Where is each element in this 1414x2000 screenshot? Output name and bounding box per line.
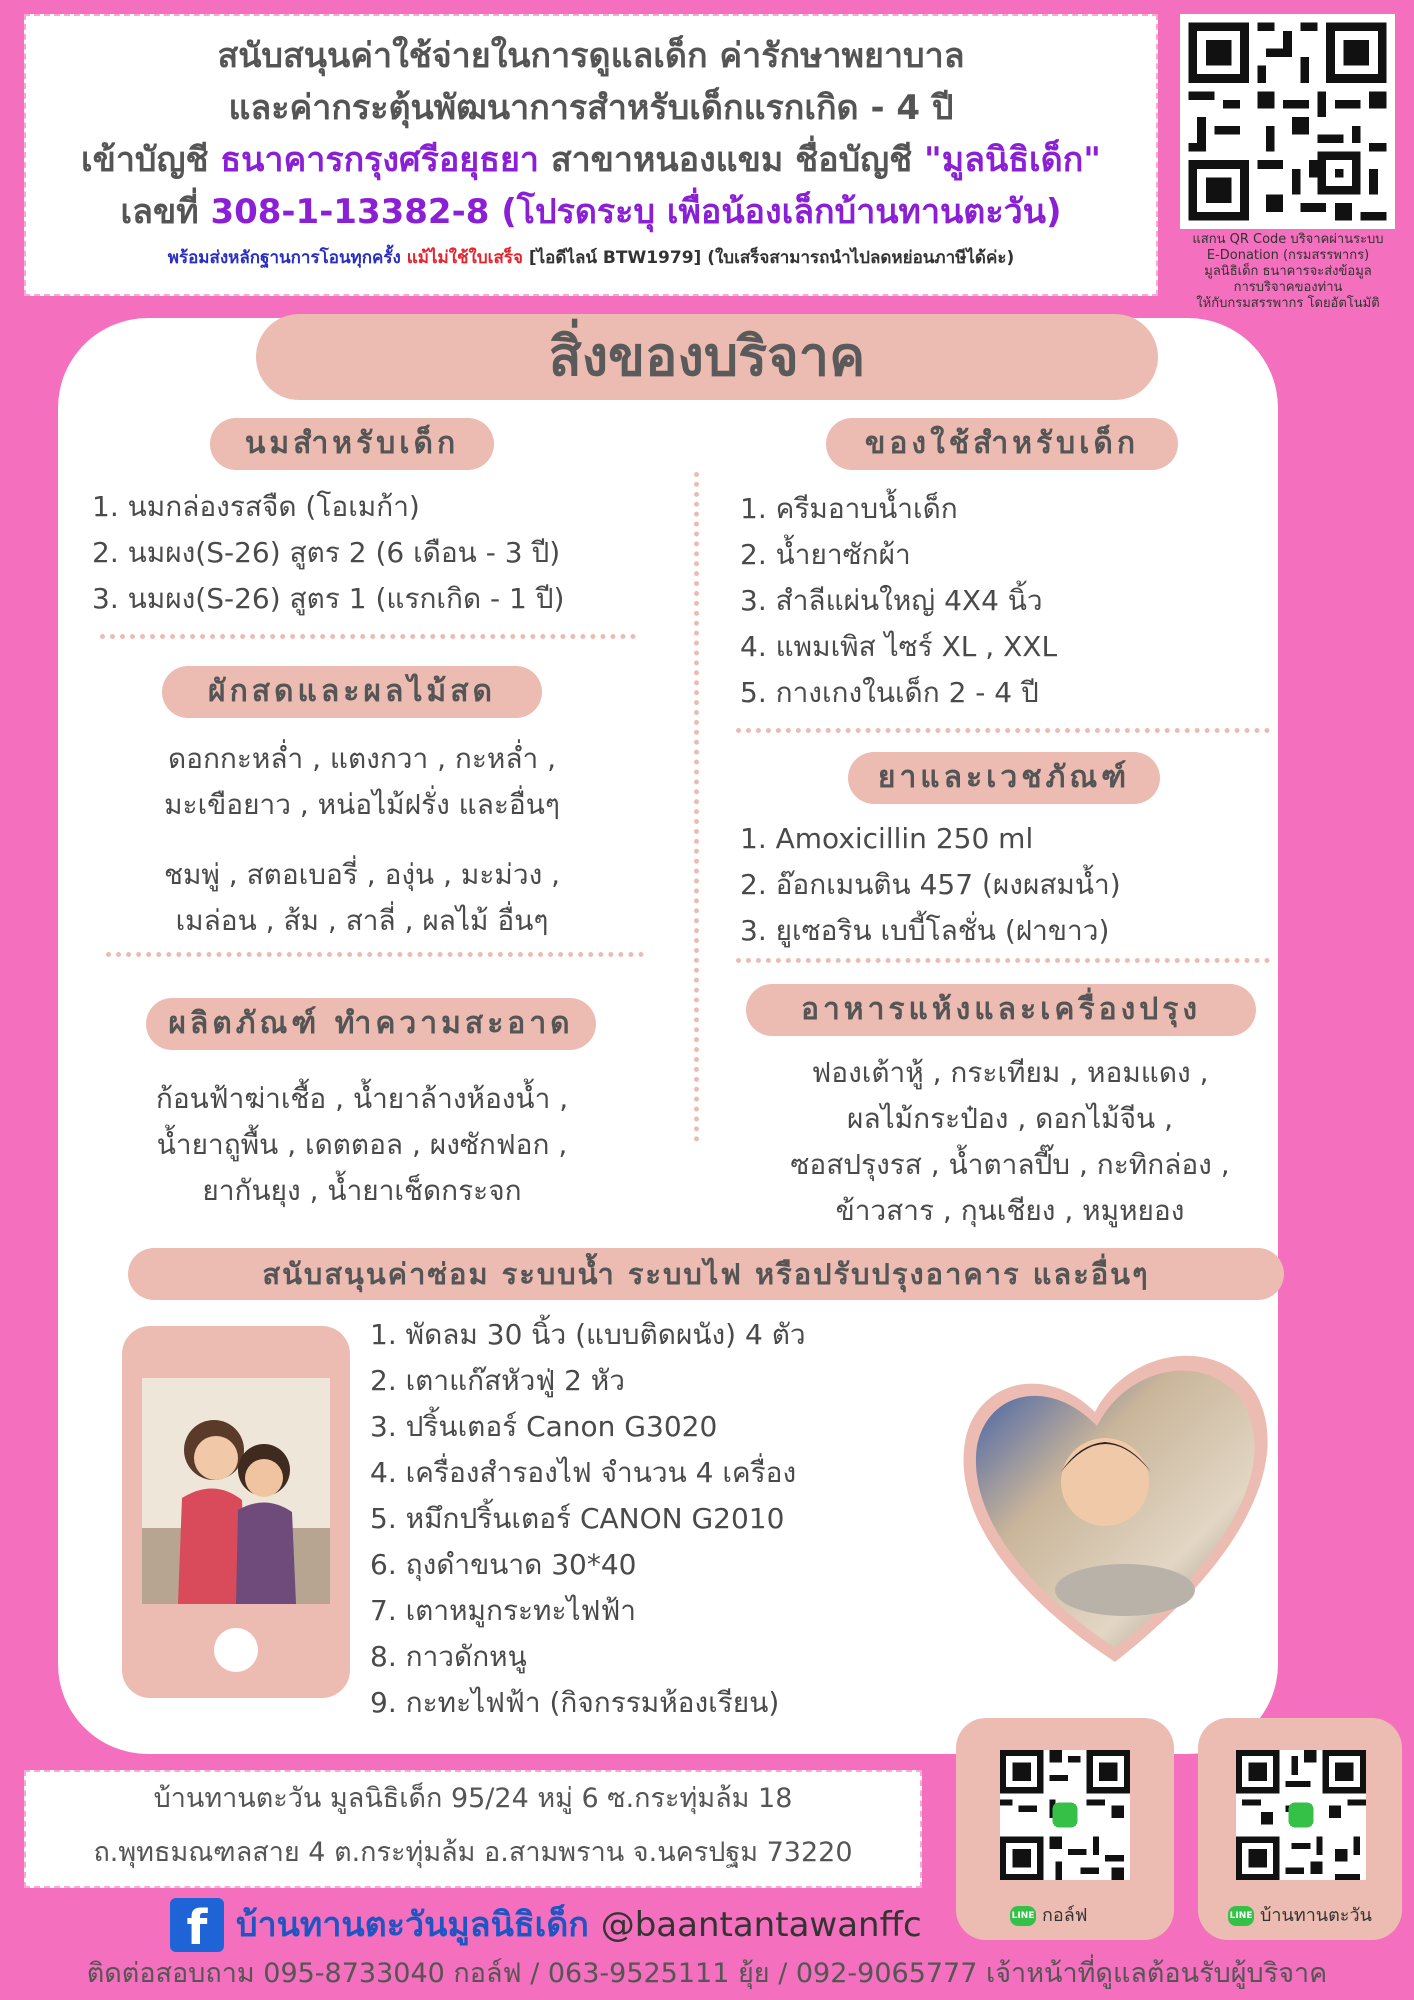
list-item: 1. Amoxicillin 250 ml bbox=[740, 822, 1034, 855]
children-photo bbox=[142, 1378, 330, 1604]
address-box bbox=[24, 1770, 922, 1888]
donation-line-4 bbox=[26, 186, 1156, 238]
qr-caption-line: แสกน QR Code บริจาคผ่านระบบ bbox=[1192, 232, 1384, 247]
facebook-handle: @baantantawanffc bbox=[600, 1905, 922, 1945]
list-item: 3. ปริ้นเตอร์ Canon G3020 bbox=[370, 1410, 718, 1443]
divider bbox=[106, 952, 644, 957]
phone-home-button bbox=[214, 1628, 258, 1672]
divider bbox=[100, 634, 636, 639]
qr-caption-line: E-Donation (กรมสรรพากร) bbox=[1206, 248, 1370, 263]
list-item: 2. อ๊อกเมนติน 457 (ผงผสมน้ำ) bbox=[740, 868, 1121, 901]
cleaning-line: น้ำยาถูพื้น , เดตตอล , ผงซักฟอก , bbox=[156, 1128, 568, 1161]
facebook-icon[interactable]: f bbox=[170, 1898, 224, 1952]
line-qr-code-golf[interactable] bbox=[1000, 1750, 1130, 1880]
donation-line-2: และค่ากระตุ้นพัฒนาการสำหรับเด็กแรกเกิด - 4 ปี bbox=[228, 88, 954, 128]
repairs-list bbox=[370, 1312, 806, 1726]
account-name: "มูลนิธิเด็ก" bbox=[924, 140, 1102, 180]
milk-list bbox=[92, 484, 564, 622]
cleaning-line: ยากันยุง , น้ำยาเช็ดกระจก bbox=[202, 1174, 522, 1207]
donation-line-1: สนับสนุนค่าใช้จ่ายในการดูแลเด็ก ค่ารักษาพยาบาล bbox=[217, 36, 965, 76]
line-qr-label-baantantawan bbox=[1228, 1900, 1372, 1929]
list-item: 9. กะทะไฟฟ้า (กิจกรรมห้องเรียน) bbox=[370, 1686, 780, 1719]
column-divider bbox=[694, 472, 699, 1142]
list-item: 5. หมึกปริ้นเตอร์ CANON G2010 bbox=[370, 1502, 785, 1535]
account-note: (โปรดระบุ เพื่อน้องเล็กบ้านทานตะวัน) bbox=[489, 192, 1062, 232]
dry-food-text bbox=[710, 1050, 1310, 1234]
list-item: 2. น้ำยาซักผ้า bbox=[740, 538, 911, 571]
qr-caption-line: การบริจาคของท่าน bbox=[1233, 280, 1343, 295]
list-item: 2. นมผง(S-26) สูตร 2 (6 เดือน - 3 ปี) bbox=[92, 536, 561, 569]
heading-medicine: ยาและเวชภัณฑ์ bbox=[848, 752, 1160, 804]
list-item: 3. สำลีแผ่นใหญ่ 4X4 นิ้ว bbox=[740, 584, 1043, 617]
cleaning-line: ก้อนฟ้าฆ่าเชื้อ , น้ำยาล้างห้องน้ำ , bbox=[155, 1082, 569, 1115]
branch-label: สาขาหนองแขม ชื่อบัญชี bbox=[538, 140, 925, 180]
list-item: 1. ครีมอาบน้ำเด็ก bbox=[740, 492, 958, 525]
dry-food-line: ซอสปรุงรส , น้ำตาลปี๊บ , กะทิกล่อง , bbox=[790, 1148, 1230, 1181]
baby-items-list bbox=[740, 486, 1057, 716]
list-item: 8. กาวดักหนู bbox=[370, 1640, 527, 1673]
donation-info-box bbox=[24, 14, 1158, 296]
bank-name: ธนาคารกรุงศรีอยุธยา bbox=[220, 140, 539, 180]
list-item: 1. นมกล่องรสจืด (โอเมก้า) bbox=[92, 490, 420, 523]
line-app-icon: LINE bbox=[1010, 1906, 1036, 1926]
address-line: บ้านทานตะวัน มูลนิธิเด็ก 95/24 หมู่ 6 ซ.กระทุ่มล้ม 18 bbox=[153, 1783, 793, 1814]
heading-produce: ผักสดและผลไม้สด bbox=[162, 666, 542, 718]
e-donation-qr-code[interactable] bbox=[1180, 14, 1395, 229]
cleaning-text bbox=[80, 1076, 644, 1214]
contact-phone-numbers: ติดต่อสอบถาม 095-8733040 กอล์ฟ / 063-9525111 ยุ้ย / 092-9065777 เจ้าหน้าที่ดูแลต้อนรับผู้บริจาค bbox=[86, 1958, 1328, 1989]
transfer-note-b: แม้ไม่ใช้ใบเสร็จ bbox=[406, 248, 523, 268]
line-contact-name: กอล์ฟ bbox=[1042, 1905, 1088, 1926]
line-app-icon: LINE bbox=[1228, 1906, 1254, 1926]
line-qr-label-golf bbox=[1010, 1900, 1087, 1929]
address-line: ถ.พุทธมณฑลสาย 4 ต.กระทุ่มล้ม อ.สามพราน จ.นครปฐม 73220 bbox=[93, 1837, 853, 1868]
divider bbox=[736, 728, 1270, 733]
transfer-note bbox=[26, 238, 1156, 278]
list-item: 4. เครื่องสำรองไฟ จำนวน 4 เครื่อง bbox=[370, 1456, 797, 1489]
account-number: 308-1-13382-8 bbox=[210, 192, 490, 232]
dry-food-line: ข้าวสาร , กุนเชียง , หมูหยอง bbox=[835, 1194, 1185, 1227]
line-contact-name: บ้านทานตะวัน bbox=[1260, 1905, 1372, 1926]
child-eating-heart-photo bbox=[955, 1332, 1275, 1672]
dry-food-line: ผลไม้กระป๋อง , ดอกไม้จีน , bbox=[847, 1102, 1173, 1135]
vegetables-line: ดอกกะหล่ำ , แตงกวา , กะหล่ำ , bbox=[167, 742, 557, 775]
heading-milk: นมสำหรับเด็ก bbox=[210, 418, 494, 470]
heading-cleaning: ผลิตภัณฑ์ ทำความสะอาด bbox=[146, 998, 596, 1050]
account-label: เข้าบัญชี bbox=[80, 140, 221, 180]
list-item: 7. เตาหมูกระทะไฟฟ้า bbox=[370, 1594, 636, 1627]
facebook-page-name: บ้านทานตะวันมูลนิธิเด็ก bbox=[236, 1905, 589, 1945]
heading-baby-items: ของใช้สำหรับเด็ก bbox=[826, 418, 1178, 470]
vegetables-text bbox=[80, 736, 644, 828]
list-item: 5. กางเกงในเด็ก 2 - 4 ปี bbox=[740, 676, 1039, 709]
facebook-page[interactable] bbox=[236, 1898, 922, 1952]
transfer-note-a: พร้อมส่งหลักฐานการโอนทุกครั้ง bbox=[167, 248, 407, 268]
medicine-list bbox=[740, 816, 1121, 954]
qr-caption-line: ให้กับกรมสรรพากร โดยอัตโนมัติ bbox=[1196, 296, 1380, 311]
list-item: 1. พัดลม 30 นิ้ว (แบบติดผนัง) 4 ตัว bbox=[370, 1318, 806, 1351]
number-label: เลขที่ bbox=[120, 192, 211, 232]
transfer-note-c: [ไอดีไลน์ BTW1979] (ใบเสร็จสามารถนำไปลดหย่อนภาษีได้ค่ะ) bbox=[522, 248, 1015, 268]
fruits-line: ชมพู่ , สตอเบอรี่ , องุ่น , มะม่วง , bbox=[163, 858, 561, 891]
page-title: สิ่งของบริจาค bbox=[256, 314, 1158, 400]
line-qr-code-baantantawan[interactable] bbox=[1236, 1750, 1366, 1880]
fruits-line: เมล่อน , ส้ม , สาลี่ , ผลไม้ อื่นๆ bbox=[175, 904, 549, 937]
qr-caption bbox=[1172, 232, 1404, 312]
list-item: 3. ยูเซอริน เบบี้โลชั่น (ฝาขาว) bbox=[740, 914, 1110, 947]
divider bbox=[736, 958, 1270, 963]
qr-caption-line: มูลนิธิเด็ก ธนาคารจะส่งข้อมูล bbox=[1204, 264, 1372, 279]
list-item: 6. ถุงดำขนาด 30*40 bbox=[370, 1548, 637, 1581]
donation-line-3 bbox=[26, 134, 1156, 186]
heading-repairs: สนับสนุนค่าซ่อม ระบบน้ำ ระบบไฟ หรือปรับปรุงอาคาร และอื่นๆ bbox=[128, 1248, 1284, 1300]
heading-dry-food: อาหารแห้งและเครื่องปรุง bbox=[746, 984, 1256, 1036]
vegetables-line: มะเขือยาว , หน่อไม้ฝรั่ง และอื่นๆ bbox=[164, 788, 560, 821]
fruits-text bbox=[80, 852, 644, 944]
list-item: 2. เตาแก๊สหัวฟู่ 2 หัว bbox=[370, 1364, 625, 1397]
list-item: 4. แพมเพิส ไซร์ XL , XXL bbox=[740, 630, 1058, 663]
dry-food-line: ฟองเต้าหู้ , กระเทียม , หอมแดง , bbox=[811, 1056, 1209, 1089]
list-item: 3. นมผง(S-26) สูตร 1 (แรกเกิด - 1 ปี) bbox=[92, 582, 565, 615]
